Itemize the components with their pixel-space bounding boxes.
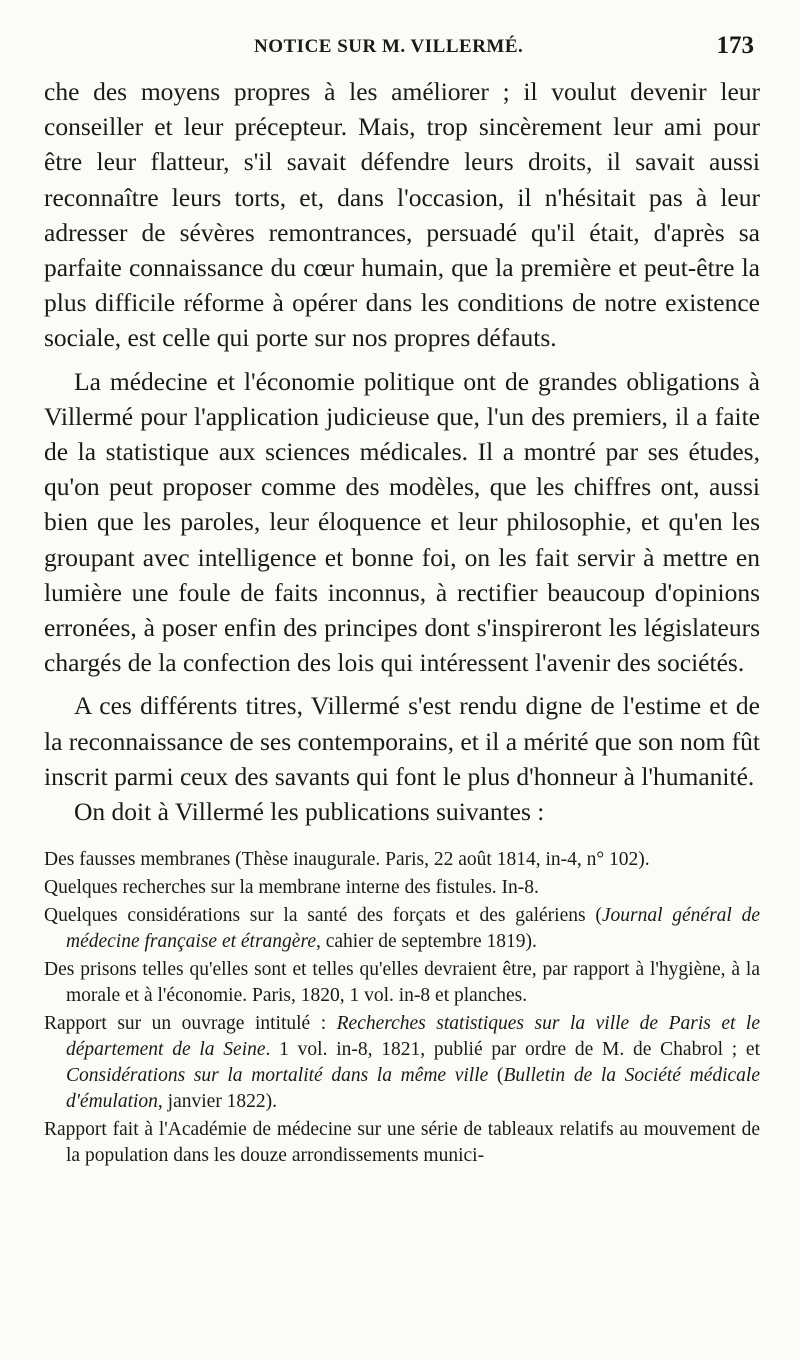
- bibliography-entry-4: [44, 957, 760, 1009]
- entry-text: Des prisons telles qu'elles sont et telles qu'elles devraient être, par rapport à l'hygiène, à la morale et à l'économie. Paris, 1820, 1 vol. in-8 et planches.: [44, 959, 760, 1007]
- bibliography-entry-1: [44, 847, 760, 873]
- bibliography-list: [44, 847, 760, 1169]
- entry-text: Quelques considérations sur la santé des forçats et des galériens (: [44, 905, 602, 927]
- bibliography-entry-6: [44, 1117, 760, 1169]
- bibliography-entry-2: [44, 875, 760, 901]
- paragraph-3: A ces différents titres, Villermé s'est rendu digne de l'estime et de la reconnaissance de ses contemporains, et il a mérité que son nom fût inscrit parmi ceux des savants qui font le plus d'honneur à l'humanité.: [44, 691, 760, 791]
- entry-text: Rapport fait à l'Académie de médecine sur une série de tableaux relatifs au mouvement de la population dans les douze arrondissements munici-: [44, 1119, 760, 1167]
- entry-text: , cahier de septembre 1819).: [315, 931, 537, 953]
- entry-text: . 1 vol. in-8, 1821, publié par ordre de M. de Chabrol ; et: [265, 1039, 760, 1061]
- entry-text: Quelques recherches sur la membrane interne des fistules. In-8.: [44, 877, 539, 899]
- entry-journal-title: Journal général de médecine française et étrangère: [66, 905, 760, 953]
- entry-journal-title: Bulletin de la Société médicale d'émulation: [66, 1065, 760, 1113]
- running-title: NOTICE SUR M. VILLERMÉ.: [254, 36, 524, 57]
- paragraph-1: che des moyens propres à les améliorer ; il voulut devenir leur conseiller et leur précepteur. Mais, trop sincèrement leur ami pour être leur flatteur, s'il savait défendre leurs droits, il savait aussi reconnaître leurs torts, et, dans l'occasion, il n'hésitait pas à leur adresser de sévères remontrances, persuadé qu'il était, d'après sa parfaite connaissance du cœur humain, que la première et peut-être la plus difficile réforme à opérer dans les conditions de notre existence sociale, est celle qui porte sur nos propres défauts.: [44, 77, 760, 353]
- body-text: [44, 74, 760, 829]
- paragraph-2: La médecine et l'économie politique ont de grandes obligations à Villermé pour l'application judicieuse que, l'un des premiers, il a faite de la statistique aux sciences médicales. Il a montré par ses études, qu'on peut proposer comme des modèles, que les chiffres ont, aussi bien que les paroles, leur éloquence et leur philosophie, et qu'en les groupant avec intelligence et bonne foi, on les fait servir à mettre en lumière une foule de faits inconnus, à rectifier beaucoup d'opinions erronées, à poser enfin des principes dont s'inspireront les législateurs chargés de la confection des lois qui intéressent l'avenir des sociétés.: [44, 366, 760, 678]
- running-header: [44, 30, 760, 74]
- entry-work-title: Recherches statistiques sur la ville de Paris et le département de la Seine: [66, 1013, 760, 1061]
- page-number: 173: [716, 32, 754, 59]
- bibliography-entry-3: [44, 903, 760, 955]
- entry-text: (: [488, 1065, 504, 1087]
- entry-work-title: Considérations sur la mortalité dans la même ville: [66, 1065, 489, 1087]
- entry-text: Rapport sur un ouvrage intitulé :: [44, 1013, 337, 1035]
- publications-intro: On doit à Villermé les publications suivantes :: [74, 797, 545, 827]
- entry-text: , janvier 1822).: [157, 1091, 278, 1113]
- entry-text: Des fausses membranes (Thèse inaugurale. Paris, 22 août 1814, in-4, n° 102).: [44, 849, 650, 871]
- bibliography-entry-5: [44, 1011, 760, 1115]
